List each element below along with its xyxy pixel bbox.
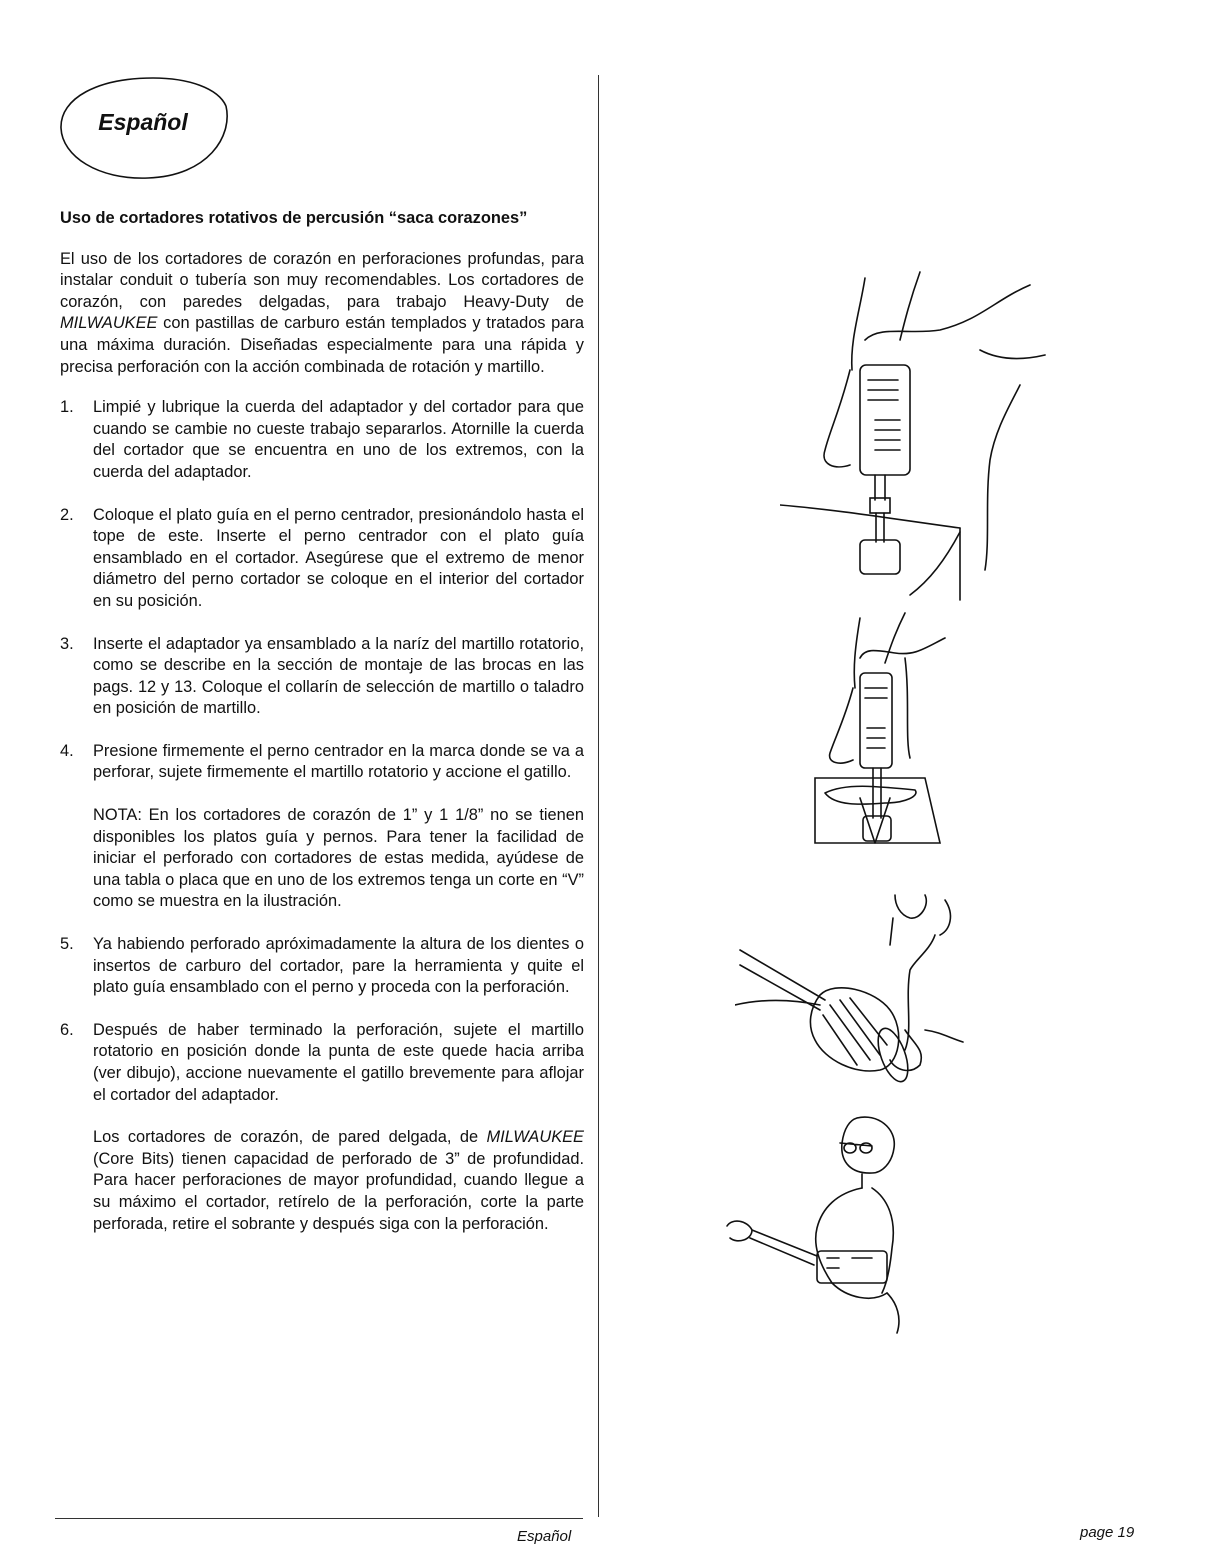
illustration-v-notch-board (805, 608, 950, 853)
step-number: 4. (60, 741, 74, 760)
language-badge (58, 76, 233, 182)
intro-text-before: El uso de los cortadores de corazón en perforaciones profundas, para instalar conduit o tubería son muy recomendables. Los cortadores de corazón, con paredes delgadas, para trabajo Heavy-Duty de (60, 249, 584, 311)
illustration-remove-guide-plate (735, 890, 965, 1090)
step-text: Ya habiendo perforado apróximadamente la altura de los dientes o insertos de carburo del cortador, pare la herramienta y quite el plato guía ensamblado con el perno y proceda con la perforación. (93, 935, 584, 997)
step-number: 1. (60, 398, 74, 417)
column-divider (598, 75, 599, 1517)
intro-text-after: con pastillas de carburo están templados y tratados para una máxima duración. Diseñadas especialmente para una rápida y precisa perforación con la acción combinada de rotación y martillo. (60, 314, 584, 376)
intro-paragraph (60, 249, 584, 379)
step-item (60, 741, 584, 784)
step-number: 3. (60, 634, 74, 653)
step-item (60, 934, 584, 999)
step-text: Limpié y lubrique la cuerda del adaptador y del cortador para que cuando se cambie no cueste trabajo separarlos. Atornille la cuerda del cortador que se encuentra en uno de los extremos, con la cuerda del adaptador. (93, 398, 584, 481)
step-text: Presione firmemente el perno centrador en la marca donde se va a perforar, sujete firmemente el martillo rotatorio y accione el gatillo. (93, 741, 584, 782)
brand-name: MILWAUKEE (486, 1128, 584, 1147)
illustration-man-holding-hammer (722, 1108, 902, 1338)
step-number: 6. (60, 1020, 74, 1039)
step-item (60, 505, 584, 613)
step-number: 2. (60, 505, 74, 524)
steps-list (60, 397, 584, 1235)
footer-language: Español (517, 1528, 572, 1545)
step-item (60, 634, 584, 720)
section-title: Uso de cortadores rotativos de percusión “saca corazones” (60, 209, 528, 227)
step-note: NOTA: En los cortadores de corazón de 1” y 1 1/8” no se tienen disponibles los platos guía y pernos. Para tener la facilidad de iniciar el perforado con cortadores de estas medida, ayúdese de una tabla o placa que en uno de los extremos tenga un corte en “V” como se muestra en la ilustración. (93, 806, 584, 911)
step-text: Inserte el adaptador ya ensamblado a la naríz del martillo rotatorio, como se describe en la sección de montaje de las brocas en las pags. 12 y 13. Coloque el collarín de selección de martillo o taladro en posición de martillo. (93, 634, 584, 718)
text-column (60, 208, 584, 1256)
closing-text-before: Los cortadores de corazón, de pared delgada, de (93, 1128, 487, 1147)
step-item (60, 397, 584, 483)
closing-text-after: (Core Bits) tienen capacidad de perforado de 3” de profundidad. Para hacer perforaciones de mayor profundidad, cuando llegue a su máximo el cortador, retírelo de la perforación, corte la parte perforada, retire el sobrante y después siga con la perforación. (93, 1149, 584, 1233)
page-number: page 19 (1080, 1524, 1135, 1541)
step-item (60, 1020, 584, 1106)
illustration-drill-core-bit (780, 270, 1050, 605)
footer-rule (55, 1518, 583, 1519)
brand-name: MILWAUKEE (60, 314, 158, 333)
step-number: 5. (60, 935, 74, 954)
step-text: Después de haber terminado la perforación, sujete el martillo rotatorio en posición donde la punta de este quede hacia arriba (ver dibujo), accione nuevamente el gatillo brevemente para aflojar el cortador del adaptador. (93, 1020, 584, 1104)
step-text: Coloque el plato guía en el perno centrador, presionándolo hasta el tope de este. Inserte el perno centrador con el plato guía ensamblado en el cortador. Asegúrese que el extremo de menor diámetro del perno cortador se coloque en el interior del cortador en su posición. (93, 505, 584, 610)
closing-paragraph (60, 1127, 584, 1235)
language-badge-label: Español (98, 109, 188, 135)
